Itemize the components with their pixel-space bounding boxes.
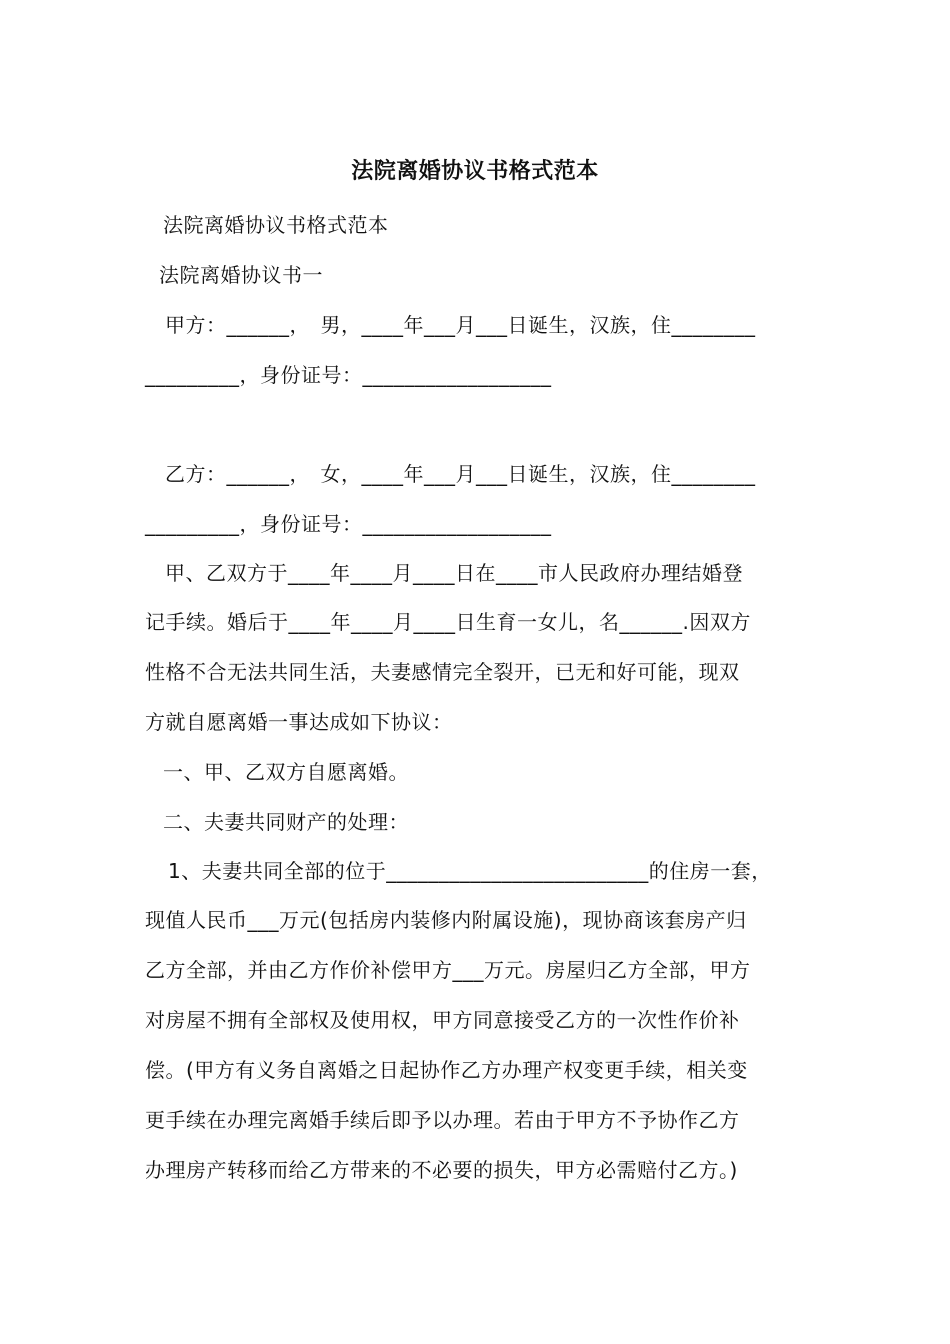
paragraph-line: 现值人民币___万元(包括房内装修内附属设施)，现协商该套房产归 (145, 908, 747, 932)
paragraph-line: 对房屋不拥有全部权及使用权，甲方同意接受乙方的一次性作价补 (145, 1008, 740, 1032)
clause-two: 二、夫妻共同财产的处理： (163, 810, 409, 834)
paragraph-line: 记手续。婚后于____年____月____日生育一女儿，名______.因双方 (145, 610, 751, 634)
party-a-line-1: 甲方：______， 男，____年___月___日诞生，汉族，住________ (165, 313, 756, 337)
paragraph-line: 更手续在办理完离婚手续后即予以办理。若由于甲方不予协作乙方 (145, 1108, 740, 1132)
clause-one: 一、甲、乙双方自愿离婚。 (163, 760, 409, 784)
paragraph-line: 方就自愿离婚一事达成如下协议： (145, 710, 453, 734)
paragraph-line: 甲、乙双方于____年____月____日在____市人民政府办理结婚登 (165, 561, 743, 585)
paragraph-line: 办理房产转移而给乙方带来的不必要的损失，甲方必需赔付乙方。) (145, 1158, 738, 1182)
document-title: 法院离婚协议书格式范本 (351, 158, 599, 184)
paragraph-line: 性格不合无法共同生活，夫妻感情完全裂开，已无和好可能，现双 (145, 660, 740, 684)
subtitle-line: 法院离婚协议书格式范本 (163, 213, 389, 237)
paragraph-line: 乙方全部，并由乙方作价补偿甲方___万元。房屋归乙方全部，甲方 (145, 958, 751, 982)
party-b-line-2: _________，身份证号：__________________ (145, 512, 552, 536)
paragraph-line: 偿。(甲方有义务自离婚之日起协作乙方办理产权变更手续，相关变 (145, 1058, 748, 1082)
party-b-line-1: 乙方：______， 女，____年___月___日诞生，汉族，住________ (165, 462, 756, 486)
paragraph-line: 1、夫妻共同全部的位于_________________________的住房一套， (168, 859, 772, 883)
agreement-heading: 法院离婚协议书一 (159, 263, 323, 287)
party-a-line-2: _________，身份证号：__________________ (145, 363, 552, 387)
